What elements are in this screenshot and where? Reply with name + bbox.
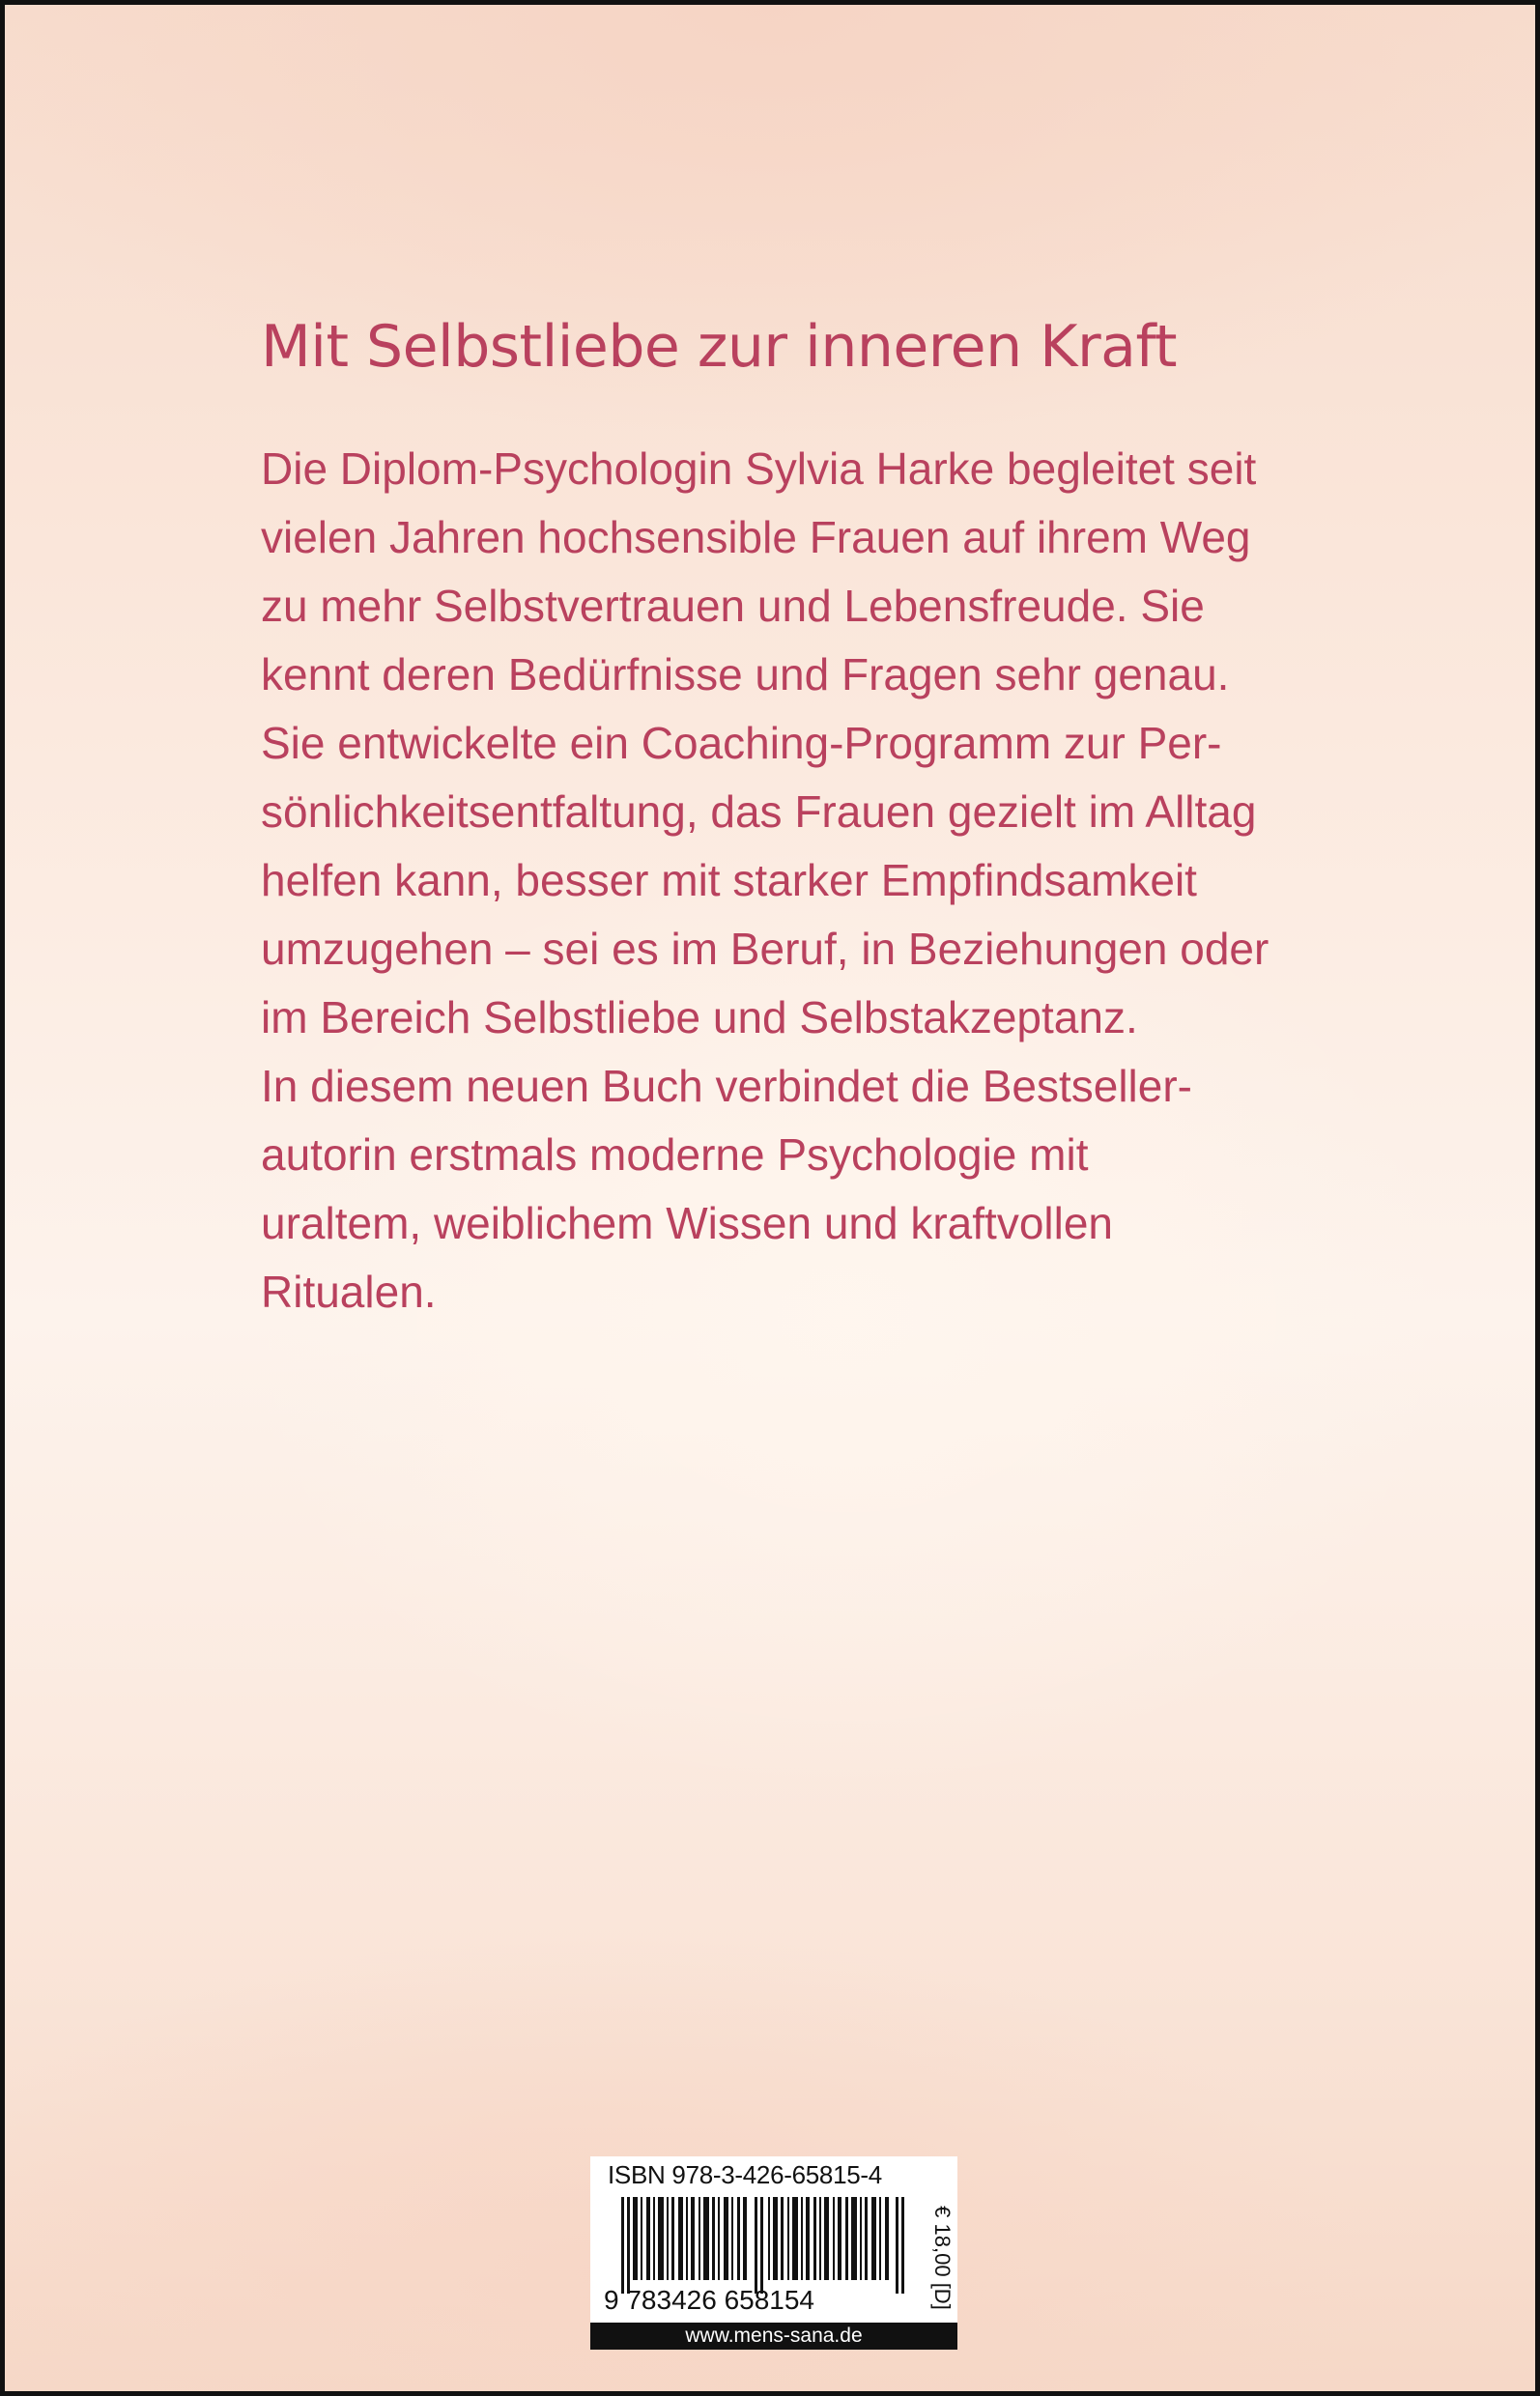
price-text: € 18,00 [D] [930,2206,955,2310]
barcode-icon [621,2197,911,2294]
blurb-line: Die Diplom-Psychologin Sylvia Harke begleitet seit [261,443,1257,494]
blurb-line: helfen kann, besser mit starker Empfindsamkeit [261,855,1197,905]
blurb-line: Ritualen. [261,1267,437,1317]
blurb-line: uraltem, weiblichem Wissen und kraftvollen [261,1198,1114,1248]
blurb-line: autorin erstmals moderne Psychologie mit [261,1129,1089,1180]
publisher-url: www.mens-sana.de [590,2323,957,2350]
blurb-line: In diesem neuen Buch verbindet die Bestseller- [261,1061,1193,1111]
blurb-text [261,435,1324,1326]
cover-headline: Mit Selbstliebe zur inneren Kraft [261,313,1178,381]
price-label [928,2195,955,2321]
blurb-line: umzugehen – sei es im Beruf, in Beziehungen oder [261,924,1269,974]
blurb-line: Sie entwickelte ein Coaching-Programm zur Per- [261,718,1222,768]
blurb-line: kennt deren Bedürfnisse und Fragen sehr genau. [261,649,1230,699]
blurb-line: sönlichkeitsentfaltung, das Frauen gezielt im Alltag [261,786,1257,837]
barcode-digits: 9 783426 658154 [604,2285,814,2315]
barcode-label [590,2156,957,2350]
isbn-text: ISBN 978-3-426-65815-4 [608,2160,882,2189]
blurb-line: im Bereich Selbstliebe und Selbstakzeptanz. [261,992,1138,1042]
blurb-line: vielen Jahren hochsensible Frauen auf ihrem Weg [261,512,1251,562]
blurb-line: zu mehr Selbstvertrauen und Lebensfreude. Sie [261,581,1205,631]
